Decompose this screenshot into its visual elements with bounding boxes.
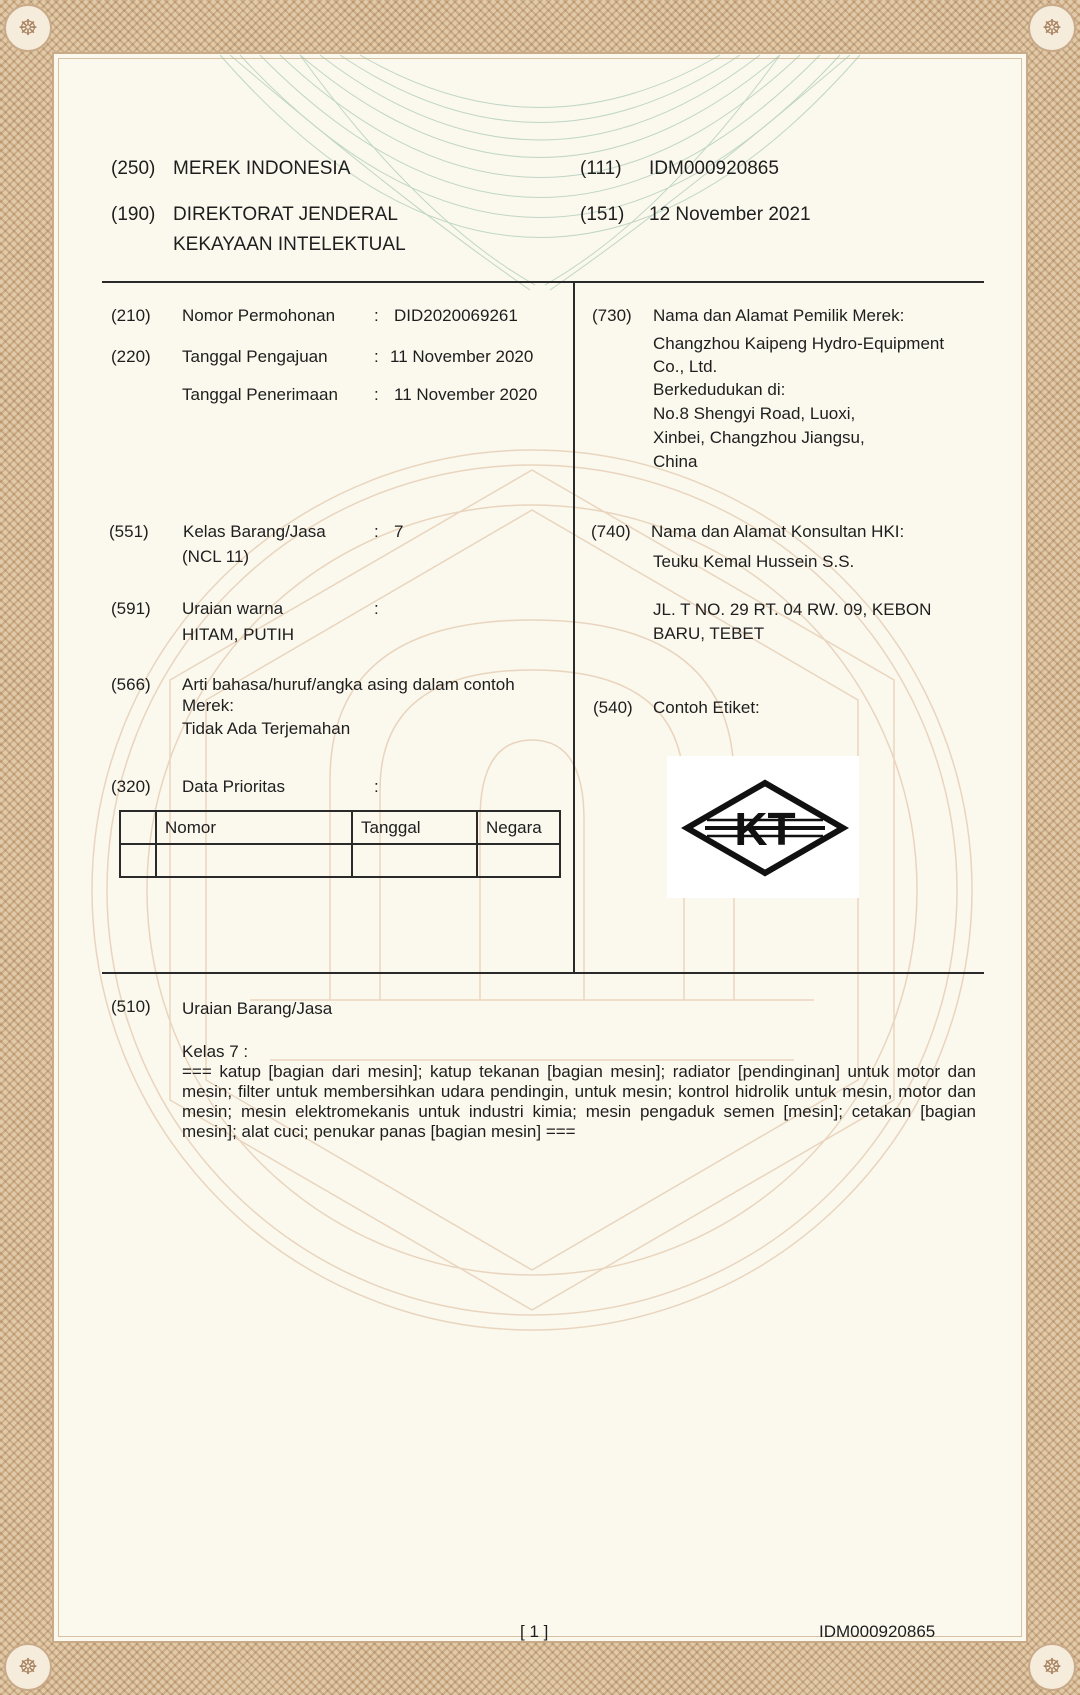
- code-540: (540): [593, 698, 633, 717]
- prioritas-label: Data Prioritas: [182, 777, 285, 796]
- konsultan-name: Teuku Kemal Hussein S.S.: [653, 552, 855, 571]
- trademark-label-image: [667, 756, 859, 898]
- ncl-label: (NCL 11): [182, 547, 250, 566]
- tanggal-penerimaan-value: 11 November 2020: [394, 385, 538, 404]
- code-320: (320): [111, 777, 151, 796]
- code-151: (151): [580, 204, 625, 225]
- pemilik-line: Xinbei, Changzhou Jiangsu,: [653, 428, 865, 447]
- direktorat-line2: KEKAYAAN INTELEKTUAL: [173, 234, 406, 255]
- tanggal-pengajuan-label: Tanggal Pengajuan: [182, 347, 328, 366]
- pemilik-line: Changzhou Kaipeng Hydro-Equipment: [653, 334, 945, 353]
- corner-ornament-icon: ☸: [1028, 1643, 1076, 1691]
- page-number: [ 1 ]: [520, 1622, 549, 1641]
- arti-value: Tidak Ada Terjemahan: [182, 719, 351, 738]
- table-cell: [352, 844, 477, 877]
- uraian-warna-value: HITAM, PUTIH: [182, 625, 295, 644]
- colon: :: [374, 599, 379, 618]
- etiket-label: Contoh Etiket:: [653, 698, 760, 717]
- nomor-permohonan-value: DID2020069261: [394, 306, 518, 325]
- table-header-cell: Tanggal: [352, 811, 477, 844]
- registration-date: 12 November 2021: [649, 204, 811, 225]
- colon: :: [374, 777, 379, 796]
- colon: :: [374, 347, 379, 366]
- table-cell: [477, 844, 560, 877]
- table-cell: [156, 844, 352, 877]
- tanggal-pengajuan-value: 11 November 2020: [390, 347, 534, 366]
- konsultan-address-line1: JL. T NO. 29 RT. 04 RW. 09, KEBON: [653, 600, 932, 619]
- colon: :: [374, 522, 379, 541]
- code-510: (510): [111, 997, 151, 1016]
- table-header-row: [120, 811, 560, 844]
- arti-label-line2: Merek:: [182, 696, 234, 715]
- divider-bottom: [102, 972, 984, 974]
- code-730: (730): [592, 306, 632, 325]
- konsultan-label: Nama dan Alamat Konsultan HKI:: [651, 522, 905, 541]
- footer-registration-number: IDM000920865: [819, 1622, 936, 1641]
- pemilik-line: No.8 Shengyi Road, Luoxi,: [653, 404, 856, 423]
- pemilik-line: Berkedudukan di:: [653, 380, 786, 399]
- arti-label-line1: Arti bahasa/huruf/angka asing dalam contoh: [182, 675, 515, 694]
- konsultan-address-line2: BARU, TEBET: [653, 624, 765, 643]
- corner-ornament-icon: ☸: [4, 4, 52, 52]
- direktorat-line1: DIREKTORAT JENDERAL: [173, 204, 398, 225]
- merek-indonesia: MEREK INDONESIA: [173, 158, 351, 179]
- code-740: (740): [591, 522, 631, 541]
- corner-ornament-icon: ☸: [4, 1643, 52, 1691]
- priority-table: [119, 810, 561, 878]
- registration-number: IDM000920865: [649, 158, 779, 179]
- kt-logo-icon: [667, 756, 859, 898]
- goods-class: Kelas 7 :: [182, 1042, 249, 1061]
- table-header-cell: Nomor: [156, 811, 352, 844]
- goods-label: Uraian Barang/Jasa: [182, 999, 333, 1018]
- code-111: (111): [580, 158, 622, 179]
- pemilik-line: Co., Ltd.: [653, 357, 718, 376]
- code-220: (220): [111, 347, 151, 366]
- code-250: (250): [111, 158, 156, 179]
- logo-text: KT: [734, 803, 796, 855]
- divider-vertical: [573, 282, 575, 973]
- table-header-cell: Negara: [477, 811, 560, 844]
- kelas-label: Kelas Barang/Jasa: [183, 522, 326, 541]
- colon: :: [374, 306, 379, 325]
- nomor-permohonan-label: Nomor Permohonan: [182, 306, 336, 325]
- pemilik-label: Nama dan Alamat Pemilik Merek:: [653, 306, 905, 325]
- table-row: [120, 844, 560, 877]
- code-210: (210): [111, 306, 151, 325]
- kelas-value: 7: [394, 522, 404, 541]
- goods-description: === katup [bagian dari mesin]; katup tekanan [bagian mesin]; radiator [pendinginan] untuk motor dan mesin; filter untuk membersihkan udara pendingin, untuk mesin; kontrol hidrolik untuk mesin, motor dan mesin; mesin elektromekanis untuk industri kimia; mesin pengaduk semen [mesin]; cetakan [bagian mesin]; alat cuci; penukar panas [bagian mesin] ===: [182, 1062, 976, 1141]
- code-190: (190): [111, 204, 156, 225]
- code-551: (551): [109, 522, 149, 541]
- table-header-cell: [120, 811, 156, 844]
- table-cell: [120, 844, 156, 877]
- code-591: (591): [111, 599, 151, 618]
- code-566: (566): [111, 675, 151, 694]
- colon: :: [374, 385, 379, 404]
- pemilik-line: China: [653, 452, 698, 471]
- divider-top: [102, 281, 984, 283]
- tanggal-penerimaan-label: Tanggal Penerimaan: [182, 385, 338, 404]
- uraian-warna-label: Uraian warna: [182, 599, 284, 618]
- corner-ornament-icon: ☸: [1028, 4, 1076, 52]
